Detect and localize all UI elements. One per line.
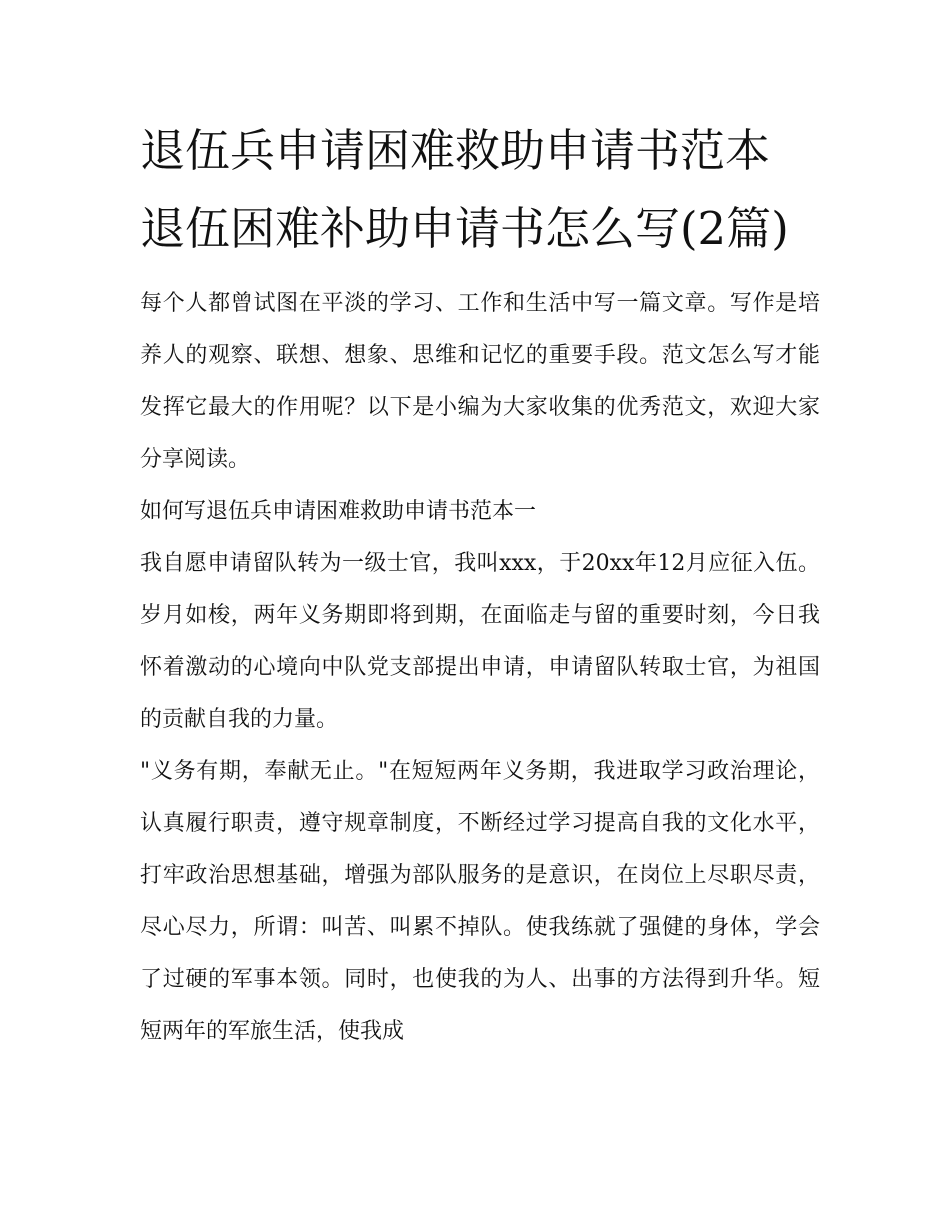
body-paragraph-1: 我自愿申请留队转为一级士官，我叫xxx，于20xx年12月应征入伍。岁月如梭，两年义务期即将到期，在面临走与留的重要时刻，今日我怀着激动的心境向中队党支部提出申请，申请留队转取士官，为祖国的贡献自我的力量。 (140, 551, 820, 732)
body-paragraph-2: "义务有期，奉献无止。"在短短两年义务期，我进取学习政治理论，认真履行职责，遵守规章制度，不断经过学习提高自我的文化水平，打牢政治思想基础，增强为部队服务的是意识，在岗位上尽职尽责，尽心尽力，所谓：叫苦、叫累不掉队。使我练就了强健的身体，学会了过硬的军事本领。同时，也使我的为人、出事的方法得到升华。短短两年的军旅生活，使我成 (140, 759, 820, 1044)
section-heading: 如何写退伍兵申请困难救助申请书范本一 (140, 499, 537, 524)
document-page (140, 112, 820, 1058)
document-title: 退伍兵申请困难救助申请书范本 退伍困难补助申请书怎么写(2篇) (140, 124, 789, 255)
intro-paragraph: 每个人都曾试图在平淡的学习、工作和生活中写一篇文章。写作是培养人的观察、联想、想象、思维和记忆的重要手段。范文怎么写才能发挥它最大的作用呢？以下是小编为大家收集的优秀范文，欢迎大家分享阅读。 (140, 291, 820, 472)
